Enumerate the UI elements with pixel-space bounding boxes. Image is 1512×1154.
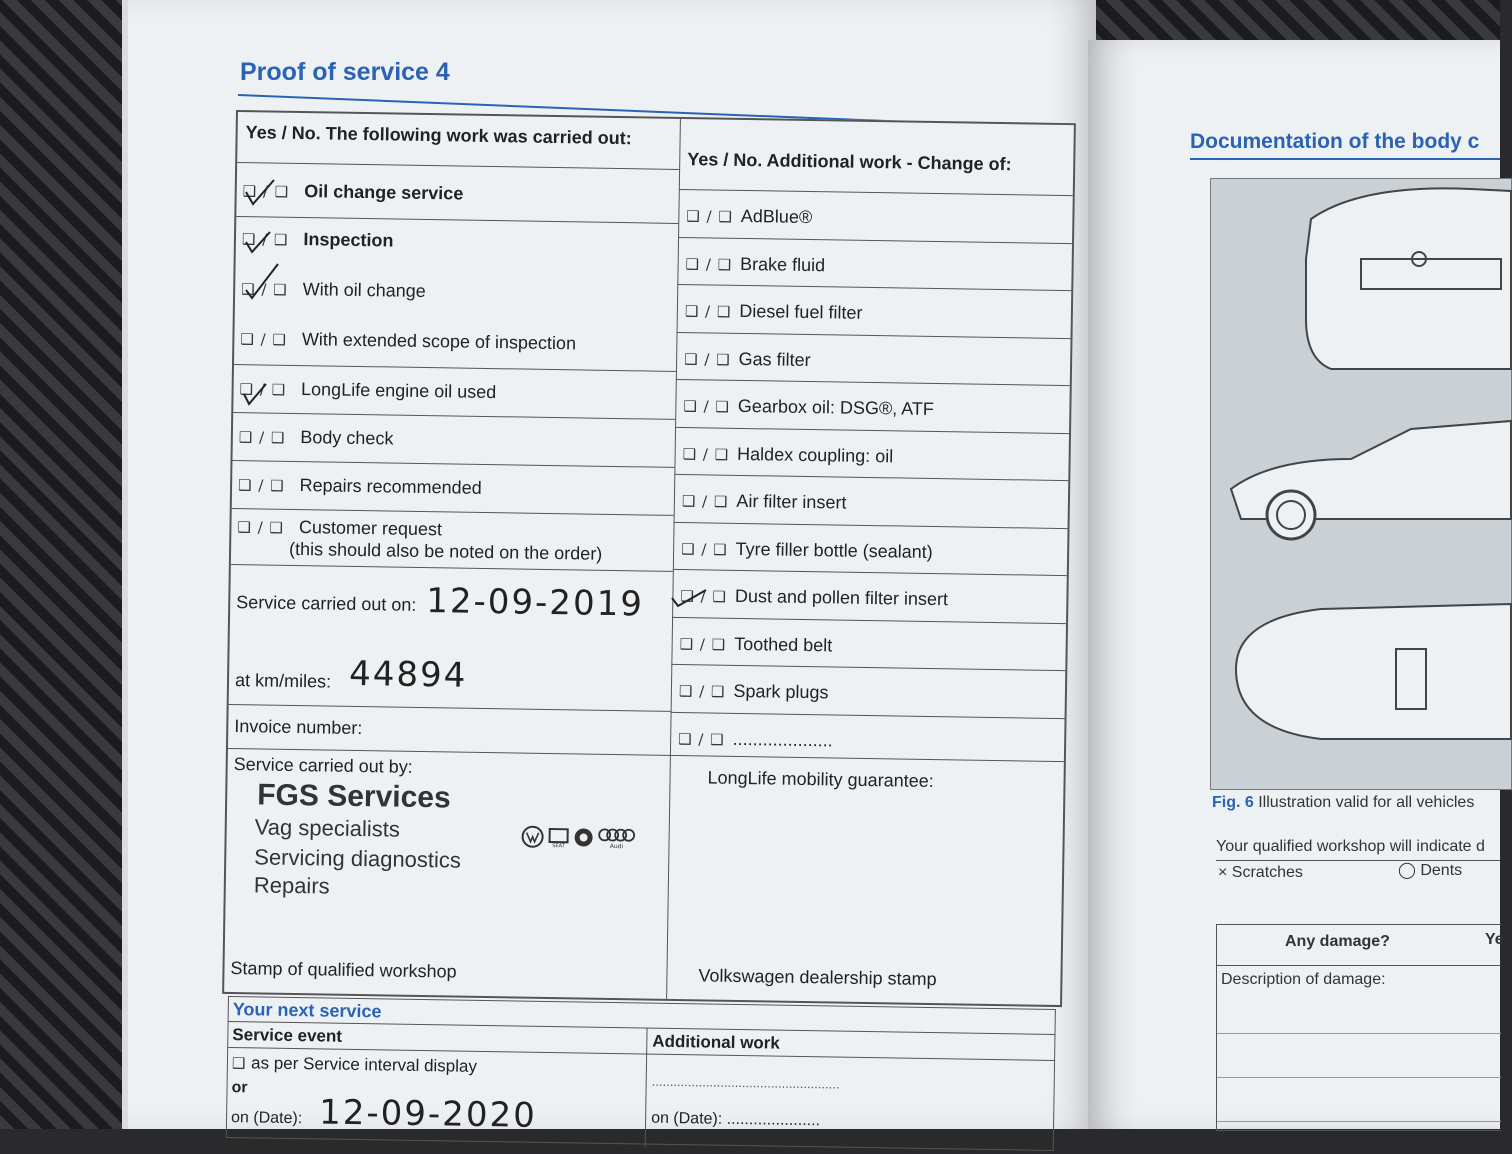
row-rule	[234, 364, 676, 372]
col-right-header: Yes / No. Additional work - Change of:	[687, 149, 1012, 175]
stamp-line-2: Servicing diagnostics	[254, 844, 462, 873]
handwritten-check-icon	[242, 382, 276, 408]
workshop-note: Your qualified workshop will indicate d	[1216, 838, 1485, 855]
row-rule	[671, 664, 1065, 671]
checkbox-repairs[interactable]: ❑ / ❑	[237, 476, 285, 495]
car-illustration	[1210, 178, 1512, 790]
work-item-repairs: ❑ / ❑ Repairs recommended	[237, 475, 482, 498]
mileage-label: at km/miles:	[234, 670, 332, 692]
additional-item-label: Brake fluid	[739, 253, 826, 275]
additional-item-checkbox[interactable]: ❑ / ❑	[679, 634, 727, 654]
documentation-rule	[1190, 158, 1500, 160]
row-rule	[1217, 1077, 1501, 1078]
column-divider	[645, 1028, 648, 1148]
work-item-longlife-oil: ❑ / ❑ LongLife engine oil used	[239, 379, 497, 403]
row-rule	[1217, 1121, 1501, 1122]
mileage-value[interactable]: 44894	[348, 653, 468, 696]
svg-text:SEAT: SEAT	[552, 843, 565, 850]
row-rule	[676, 379, 1070, 386]
additional-item-label: Spark plugs	[733, 680, 829, 703]
carried-out-by-label: Service carried out by:	[233, 754, 413, 777]
additional-item-checkbox[interactable]: ❑ / ❑	[678, 682, 726, 701]
additional-dots: ....................................................	[651, 1073, 840, 1092]
handwritten-check-icon	[670, 588, 710, 610]
checkbox-inspection[interactable]: ❑ / ❑	[241, 230, 289, 249]
additional-item-label: Gas filter	[738, 348, 811, 370]
additional-item-checkbox[interactable]: ❑ / ❑	[684, 349, 731, 369]
additional-item-checkbox[interactable]: ❑ / ❑	[681, 492, 729, 511]
checkbox-body-check[interactable]: ❑ / ❑	[238, 428, 286, 447]
row-rule	[236, 216, 678, 224]
row-rule	[229, 1021, 1055, 1035]
stamp-line-1: Vag specialists	[254, 814, 401, 842]
ye-label: Ye	[1485, 931, 1504, 948]
car-outline-icon	[1211, 179, 1511, 789]
audi-logo-icon	[597, 826, 637, 851]
skoda-logo-icon	[572, 826, 594, 848]
handwritten-check-icon	[244, 178, 284, 208]
additional-item-label: AdBlue®	[740, 205, 813, 228]
column-divider	[666, 119, 681, 999]
service-table	[222, 110, 1076, 1007]
service-date-value[interactable]: 12-09-2019	[425, 581, 645, 625]
header-rule-right	[679, 189, 1073, 196]
row-rule	[1217, 1033, 1501, 1034]
brand-logos	[520, 825, 637, 851]
next-date-value[interactable]: 12-09-2020	[318, 1092, 538, 1136]
next-service-title: Your next service	[232, 999, 382, 1022]
row-rule	[672, 616, 1066, 623]
additional-item	[686, 205, 812, 228]
longlife-label: LongLife mobility guarantee:	[707, 767, 934, 792]
additional-item-label: Toothed belt	[734, 633, 833, 655]
additional-item-checkbox[interactable]: ❑ / ❑	[678, 729, 725, 749]
checkbox-with-oil-change[interactable]: ❑ / ❑	[241, 280, 288, 299]
stamp-dealer-label: Volkswagen dealership stamp	[698, 965, 937, 990]
additional-item	[680, 633, 833, 656]
work-item-customer-request: ❑ / ❑ Customer request	[237, 517, 443, 540]
additional-item	[685, 253, 825, 276]
additional-item	[680, 585, 948, 610]
additional-item-checkbox[interactable]: ❑ / ❑	[682, 444, 730, 464]
row-rule	[675, 426, 1069, 433]
row-rule	[233, 412, 675, 420]
interval-display-line: ❑ as per Service interval display	[231, 1053, 478, 1076]
row-rule	[231, 564, 673, 572]
additional-item	[678, 728, 833, 751]
documentation-title: Documentation of the body c	[1190, 130, 1480, 153]
any-damage-label: Any damage?	[1285, 933, 1390, 950]
row-rule	[674, 521, 1068, 528]
row-rule	[671, 711, 1065, 718]
additional-item-label: Tyre filler bottle (sealant)	[735, 538, 933, 562]
row-rule	[677, 284, 1071, 291]
row-rule	[677, 331, 1071, 338]
row-rule	[1217, 965, 1501, 966]
handwritten-check-icon	[244, 262, 284, 302]
stamp-line-3: Repairs	[253, 872, 330, 899]
next-service-box	[226, 996, 1056, 1151]
next-date-label: on (Date):	[230, 1109, 303, 1128]
svg-text:Audi: Audi	[609, 842, 624, 851]
additional-item	[685, 300, 863, 324]
additional-work-header: Additional work	[652, 1031, 780, 1053]
row-rule	[229, 704, 671, 712]
handwritten-check-icon	[244, 230, 280, 256]
row-rule	[674, 474, 1068, 481]
customer-note: (this should also be noted on the order)	[288, 538, 603, 564]
page-title: Proof of service 4	[240, 58, 450, 86]
checkbox-oil-change[interactable]: ❑ / ❑	[242, 182, 290, 201]
additional-item-label: Haldex coupling: oil	[736, 443, 894, 466]
stamp-name: FGS Services	[256, 778, 451, 815]
checkbox-longlife-oil[interactable]: ❑ / ❑	[239, 380, 287, 399]
vw-logo-icon	[520, 825, 544, 849]
dents-legend: ◯ Dents	[1398, 862, 1463, 879]
additional-item-checkbox[interactable]: ❑ / ❑	[683, 397, 731, 416]
invoice-label: Invoice number:	[234, 716, 363, 739]
seat-logo-icon	[547, 826, 569, 848]
figure-caption: Fig. 6 Illustration valid for all vehicles	[1212, 794, 1475, 811]
additional-date-label: on (Date): .....................	[650, 1109, 821, 1130]
work-item-extended-inspection: ❑ / ❑ With extended scope of inspection	[240, 329, 577, 354]
scratches-legend: × Scratches	[1218, 864, 1303, 881]
row-rule	[232, 460, 674, 468]
checkbox-interval-display[interactable]: ❑	[231, 1054, 247, 1073]
work-item-with-oil-change: ❑ / ❑ With oil change	[241, 279, 426, 302]
service-event-header: Service event	[232, 1025, 343, 1046]
work-item-oil-change: ❑ / ❑ Oil change service	[242, 181, 464, 204]
row-rule	[673, 569, 1067, 576]
description-label: Description of damage:	[1221, 971, 1386, 988]
additional-item-label: ....................	[732, 728, 833, 750]
additional-item-checkbox[interactable]: ❑ / ❑	[680, 587, 728, 606]
row-rule	[232, 508, 674, 516]
additional-item-checkbox[interactable]: ❑ / ❑	[685, 254, 733, 274]
service-date-label: Service carried out on:	[236, 592, 417, 615]
additional-item	[683, 443, 894, 467]
additional-item-label: Air filter insert	[736, 490, 847, 513]
work-item-body-check: ❑ / ❑ Body check	[238, 427, 394, 449]
col-left-header: Yes / No. The following work was carried out:	[245, 122, 632, 149]
or-label: or	[231, 1079, 248, 1097]
damage-table	[1216, 924, 1504, 1131]
additional-item-checkbox[interactable]: ❑ / ❑	[684, 302, 732, 321]
additional-item	[679, 680, 829, 703]
header-rule-left	[237, 162, 679, 170]
stamp-workshop-label: Stamp of qualified workshop	[230, 958, 457, 982]
work-item-inspection: ❑ / ❑ Inspection	[241, 229, 394, 251]
row-rule	[678, 236, 1072, 243]
additional-item	[681, 538, 933, 563]
additional-item-label: Dust and pollen filter insert	[734, 585, 949, 610]
additional-item	[683, 395, 934, 420]
checkbox-customer-request[interactable]: ❑ / ❑	[237, 518, 285, 537]
additional-item-label: Gearbox oil: DSG®, ATF	[737, 395, 935, 419]
additional-item-label: Diesel fuel filter	[739, 300, 863, 323]
additional-item	[684, 348, 811, 371]
additional-item	[682, 490, 847, 514]
additional-item-checkbox[interactable]: ❑ / ❑	[681, 539, 728, 559]
additional-item-checkbox[interactable]: ❑ / ❑	[686, 207, 734, 226]
checkbox-extended-inspection[interactable]: ❑ / ❑	[240, 330, 288, 349]
